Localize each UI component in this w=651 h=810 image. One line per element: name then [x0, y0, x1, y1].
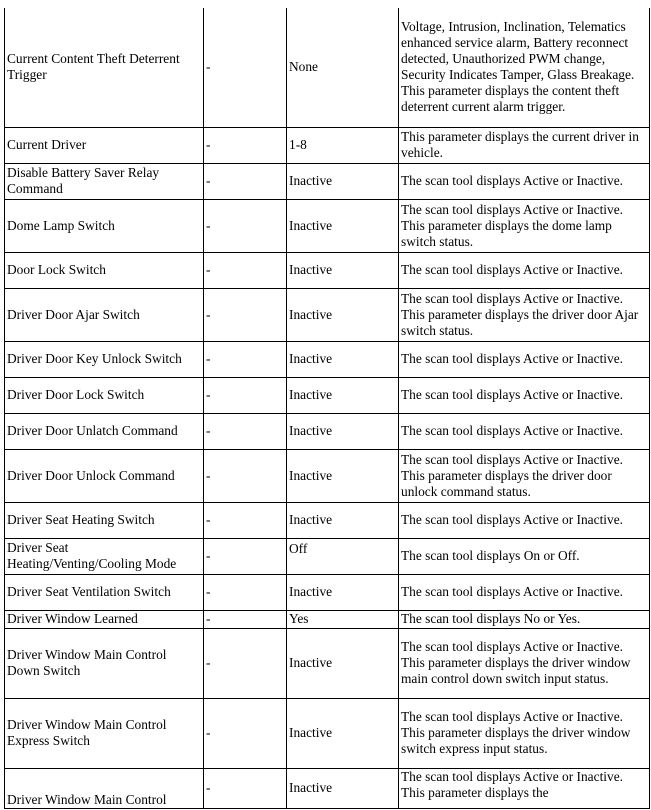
units-cell: - [204, 199, 287, 252]
units-cell: - [204, 413, 287, 449]
default-value-cell: Inactive [287, 288, 399, 341]
units-cell: - [204, 574, 287, 610]
description-cell: The scan tool displays Active or Inactive. This parameter displays the driver door Ajar switch status. [399, 288, 650, 341]
table-row [5, 341, 650, 377]
units-cell: - [204, 538, 287, 574]
units-cell: - [204, 610, 287, 628]
units-cell: - [204, 768, 287, 808]
description-cell: The scan tool displays Active or Inactive. [399, 502, 650, 538]
description-cell: This parameter displays the current driver in vehicle. [399, 127, 650, 163]
default-value-cell: Inactive [287, 341, 399, 377]
parameter-name-cell: Driver Window Learned [5, 610, 204, 628]
scan-tool-parameter-table [4, 8, 650, 809]
parameter-name-cell: Driver Door Key Unlock Switch [5, 341, 204, 377]
description-cell: The scan tool displays Active or Inactive. [399, 163, 650, 199]
description-cell: The scan tool displays No or Yes. [399, 610, 650, 628]
default-value-cell: Inactive [287, 377, 399, 413]
default-value-cell: Inactive [287, 698, 399, 768]
units-cell: - [204, 377, 287, 413]
parameter-name-cell: Driver Door Lock Switch [5, 377, 204, 413]
table-row [5, 610, 650, 628]
default-value-cell: None [287, 8, 399, 127]
parameter-name-cell: Driver Door Unlatch Command [5, 413, 204, 449]
parameter-name-cell: Current Driver [5, 127, 204, 163]
parameter-name-cell: Dome Lamp Switch [5, 199, 204, 252]
description-cell: Voltage, Intrusion, Inclination, Telematics enhanced service alarm, Battery reconnect detected, Unauthorized PWM change, Security Indicates Tamper, Glass Breakage. This parameter displays the content theft deterrent current alarm trigger. [399, 8, 650, 127]
description-cell: The scan tool displays Active or Inactive. This parameter displays the driver window main control down switch input status. [399, 628, 650, 698]
default-value-cell: Inactive [287, 413, 399, 449]
table-row [5, 288, 650, 341]
parameter-name-cell: Driver Seat Ventilation Switch [5, 574, 204, 610]
table-row [5, 252, 650, 288]
parameter-name-cell: Door Lock Switch [5, 252, 204, 288]
default-value-cell: Inactive [287, 449, 399, 502]
units-cell: - [204, 8, 287, 127]
table-row [5, 574, 650, 610]
parameter-name-cell: Driver Seat Heating/Venting/Cooling Mode [5, 538, 204, 574]
units-cell: - [204, 341, 287, 377]
units-cell: - [204, 698, 287, 768]
description-cell: The scan tool displays Active or Inactive. This parameter displays the dome lamp switch status. [399, 199, 650, 252]
table-row [5, 628, 650, 698]
units-cell: - [204, 449, 287, 502]
default-value-cell: Off [287, 538, 399, 574]
parameter-name-cell: Driver Window Main Control Express Switch [5, 698, 204, 768]
units-cell: - [204, 502, 287, 538]
default-value-cell: Yes [287, 610, 399, 628]
default-value-cell: Inactive [287, 628, 399, 698]
table-row [5, 768, 650, 808]
table-row [5, 538, 650, 574]
description-cell: The scan tool displays Active or Inactive. [399, 574, 650, 610]
parameter-name-cell: Driver Window Main Control Down Switch [5, 628, 204, 698]
parameter-name-cell: Driver Door Unlock Command [5, 449, 204, 502]
default-value-cell: Inactive [287, 574, 399, 610]
description-cell: The scan tool displays Active or Inactive. This parameter displays the [399, 768, 650, 808]
units-cell: - [204, 288, 287, 341]
default-value-cell: Inactive [287, 252, 399, 288]
parameter-name-cell: Driver Seat Heating Switch [5, 502, 204, 538]
parameter-table-container [4, 8, 649, 809]
table-row [5, 449, 650, 502]
table-row [5, 163, 650, 199]
units-cell: - [204, 163, 287, 199]
table-row [5, 199, 650, 252]
table-row [5, 698, 650, 768]
units-cell: - [204, 127, 287, 163]
table-row [5, 377, 650, 413]
description-cell: The scan tool displays Active or Inactive. [399, 341, 650, 377]
default-value-cell: Inactive [287, 163, 399, 199]
description-cell: The scan tool displays Active or Inactive. [399, 252, 650, 288]
parameter-name-cell: Current Content Theft Deterrent Trigger [5, 8, 204, 127]
table-row [5, 8, 650, 127]
description-cell: The scan tool displays Active or Inactive. This parameter displays the driver window switch express input status. [399, 698, 650, 768]
table-row [5, 413, 650, 449]
default-value-cell: Inactive [287, 502, 399, 538]
description-cell: The scan tool displays Active or Inactive. This parameter displays the driver door unlock command status. [399, 449, 650, 502]
description-cell: The scan tool displays On or Off. [399, 538, 650, 574]
parameter-name-cell: Driver Door Ajar Switch [5, 288, 204, 341]
units-cell: - [204, 628, 287, 698]
table-row [5, 502, 650, 538]
parameter-name-cell: Driver Window Main Control [5, 768, 204, 808]
default-value-cell: 1-8 [287, 127, 399, 163]
default-value-cell: Inactive [287, 768, 399, 808]
table-row [5, 127, 650, 163]
units-cell: - [204, 252, 287, 288]
description-cell: The scan tool displays Active or Inactive. [399, 413, 650, 449]
default-value-cell: Inactive [287, 199, 399, 252]
description-cell: The scan tool displays Active or Inactive. [399, 377, 650, 413]
parameter-name-cell: Disable Battery Saver Relay Command [5, 163, 204, 199]
